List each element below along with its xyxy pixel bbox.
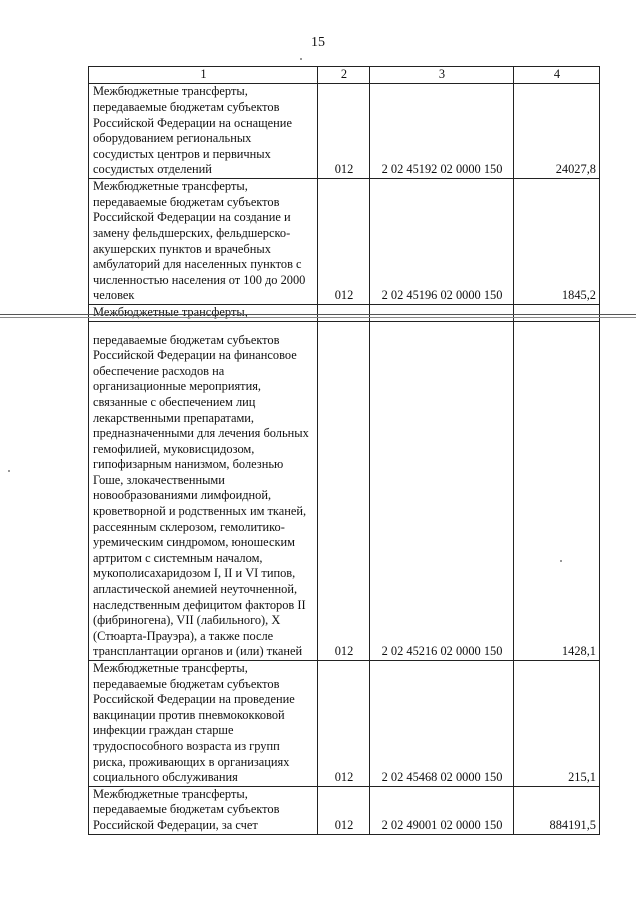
amount-cell: 884191,5 [514,786,600,834]
column-header: 2 [318,67,370,84]
income-code-cell: 2 02 45468 02 0000 150 [370,661,514,787]
table-row [89,322,600,661]
amount-cell: 215,1 [514,661,600,787]
column-header: 4 [514,67,600,84]
income-code-cell: 2 02 45192 02 0000 150 [370,84,514,179]
admin-code-cell: 012 [318,84,370,179]
table-row [89,305,600,322]
amount-cell: 24027,8 [514,84,600,179]
table-row [89,84,600,179]
row-description: Межбюджетные трансферты, [89,305,318,322]
amount-cell: 1428,1 [514,322,600,661]
scan-speck [300,58,302,60]
admin-code-cell: 012 [318,322,370,661]
scan-speck [560,560,562,562]
row-description: Межбюджетные трансферты, передаваемые бюджетам субъектов Российской Федерации на проведение вакцинации против пневмококковой инфекции граждан старше трудоспособного возраста из групп риска, проживающих в организациях социального обслуживания [89,661,318,787]
table-row [89,786,600,834]
amount-cell [514,305,600,322]
scan-artifact-line [0,317,636,318]
row-description: Межбюджетные трансферты, передаваемые бюджетам субъектов Российской Федерации на создание и замену фельдшерских, фельдшерско-акушерских пунктов и врачебных амбулаторий для населенных пунктов с численностью населения от 100 до 2000 человек [89,179,318,305]
table-header-row [89,67,600,84]
row-description: Межбюджетные трансферты, передаваемые бюджетам субъектов Российской Федерации, за счет [89,786,318,834]
admin-code-cell: 012 [318,661,370,787]
budget-table [88,66,600,835]
scan-speck [8,470,10,472]
income-code-cell: 2 02 45216 02 0000 150 [370,322,514,661]
column-header: 1 [89,67,318,84]
admin-code-cell: 012 [318,179,370,305]
amount-cell: 1845,2 [514,179,600,305]
column-header: 3 [370,67,514,84]
admin-code-cell: 012 [318,786,370,834]
income-code-cell [370,305,514,322]
income-code-cell: 2 02 49001 02 0000 150 [370,786,514,834]
table-row [89,179,600,305]
income-code-cell: 2 02 45196 02 0000 150 [370,179,514,305]
admin-code-cell [318,305,370,322]
row-description: Межбюджетные трансферты, передаваемые бюджетам субъектов Российской Федерации на оснащение оборудованием региональных сосудистых центров и первичных сосудистых отделений [89,84,318,179]
row-description: передаваемые бюджетам субъектов Российской Федерации на финансовое обеспечение расходов на организационные мероприятия, связанные с обеспечением лиц лекарственными препаратами, предназначенными для лечения больных гемофилией, муковисцидозом, гипофизарным нанизмом, болезнью Гоше, злокачественными новообразованиями лимфоидной, кроветворной и родственных им тканей, рассеянным склерозом, гемолитико-уремическим синдромом, юношеским артритом с системным началом, мукополисахаридозом I, II и VI типов, апластической анемией неуточненной, наследственным дефицитом факторов II (фибриногена), VII (лабильного), X (Стюарта-Прауэра), а также после трансплантации органов и (или) тканей [89,322,318,661]
scan-artifact-line [0,314,636,315]
table-row [89,661,600,787]
page-number: 15 [311,35,325,50]
